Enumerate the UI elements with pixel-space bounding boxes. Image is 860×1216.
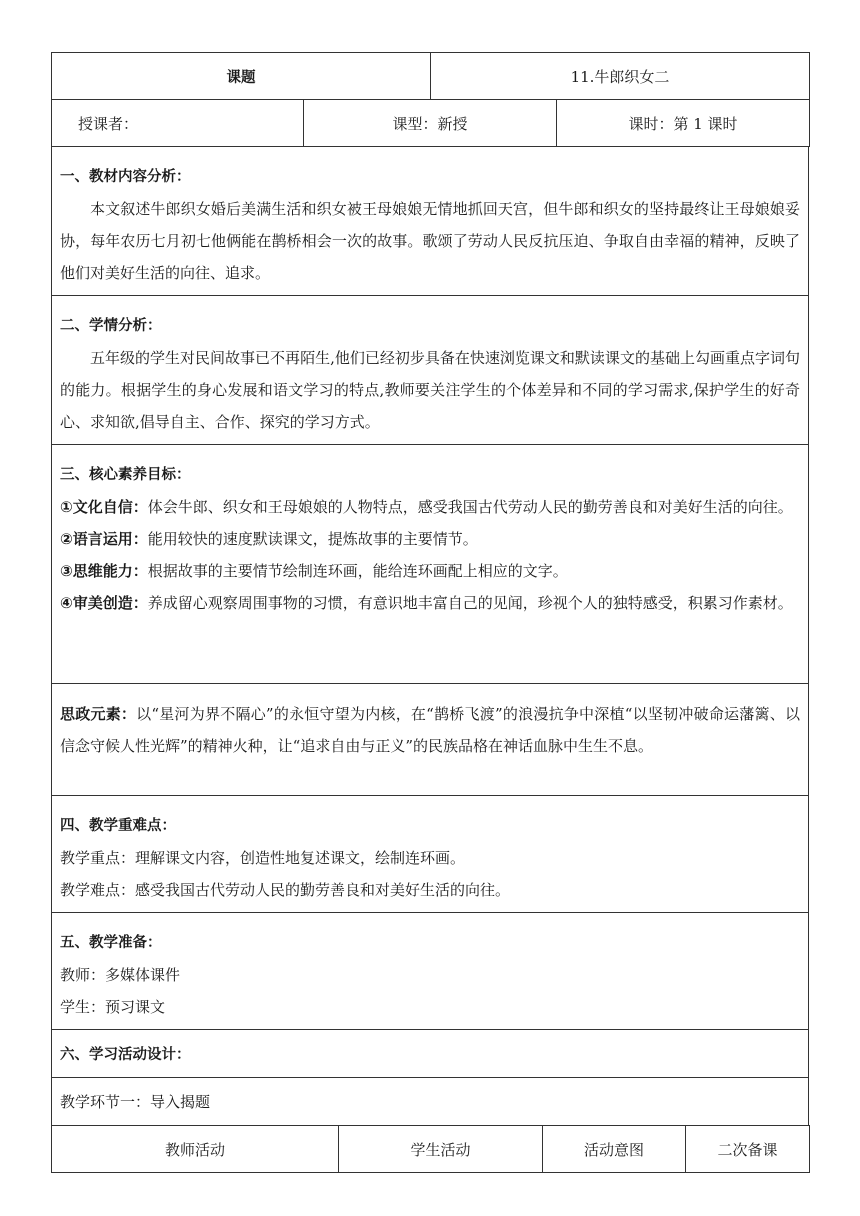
goal-label: ④审美创造： — [60, 594, 148, 612]
ideology-body: 以“星河为界不隔心”的永恒守望为内核，在“鹊桥飞渡”的浪漫抗争中深植“以坚韧冲破命运藩篱、以信念守候人性光辉”的精神火种，让“追求自由与正义”的民族品格在神话血脉中生生不息。 — [60, 705, 800, 755]
section-text: 本文叙述牛郎织女婚后美满生活和织女被王母娘娘无情地抓回天宫，但牛郎和织女的坚持最终让王母娘娘妥协，每年农历七月初七他俩能在鹊桥相会一次的故事。歌颂了劳动人民反抗压迫、争取自由幸福的精神，反映了他们对美好生活的向往、追求。 — [60, 200, 800, 282]
col-activity-intent: 活动意图 — [543, 1126, 686, 1173]
section-title: 五、教学准备： — [60, 935, 162, 951]
goal-text: 根据故事的主要情节绘制连环画，能给连环画配上相应的文字。 — [147, 562, 568, 580]
goal-label: ②语言运用： — [60, 530, 148, 548]
key-point: 教学重点：理解课文内容，创造性地复述课文，绘制连环画。 — [60, 849, 466, 867]
goal-label: ③思维能力： — [60, 562, 148, 580]
lesson-plan-document — [51, 52, 809, 1173]
goal-item — [60, 587, 800, 619]
teaching-step-1: 教学环节一：导入揭题 — [52, 1078, 809, 1126]
section-title: 三、核心素养目标： — [60, 467, 191, 483]
topic-value: 11.牛郎织女二 — [431, 53, 810, 100]
section-ideology — [52, 684, 809, 796]
ideology-text — [60, 698, 800, 762]
section-title: 二、学情分析： — [60, 318, 162, 334]
topic-label: 课题 — [52, 53, 431, 100]
section-student-analysis — [52, 296, 809, 445]
lesson-meta-table — [51, 99, 810, 147]
goal-item — [60, 491, 800, 523]
goal-item — [60, 555, 800, 587]
col-student-activity: 学生活动 — [339, 1126, 543, 1173]
student-prep: 学生：预习课文 — [60, 998, 166, 1016]
goal-label: ①文化自信： — [60, 498, 148, 516]
col-second-prep: 二次备课 — [686, 1126, 810, 1173]
section-preparation — [52, 913, 809, 1030]
activity-header-table — [51, 1125, 810, 1173]
ideology-label: 思政元素： — [60, 705, 137, 723]
goal-item — [60, 523, 800, 555]
difficult-point: 教学难点：感受我国古代劳动人民的勤劳善良和对美好生活的向往。 — [60, 881, 511, 899]
section-title: 四、教学重难点： — [60, 818, 176, 834]
section-activity-design: 六、学习活动设计： — [52, 1030, 809, 1078]
content-table — [51, 146, 809, 1126]
goal-text: 体会牛郎、织女和王母娘娘的人物特点，感受我国古代劳动人民的勤劳善良和对美好生活的向往。 — [147, 498, 793, 516]
lesson-period: 课时：第 1 课时 — [557, 100, 810, 147]
lesson-type: 课型：新授 — [304, 100, 557, 147]
lesson-header-table — [51, 52, 810, 100]
section-title: 一、教材内容分析： — [60, 169, 191, 185]
col-teacher-activity: 教师活动 — [52, 1126, 339, 1173]
section-material-analysis — [52, 147, 809, 296]
teacher-prep: 教师：多媒体课件 — [60, 966, 181, 984]
goal-text: 能用较快的速度默读课文，提炼故事的主要情节。 — [147, 530, 478, 548]
teacher-label: 授课者： — [52, 100, 304, 147]
section-text: 五年级的学生对民间故事已不再陌生,他们已经初步具备在快速浏览课文和默读课文的基础上勾画重点字词句的能力。根据学生的身心发展和语文学习的特点,教师要关注学生的个体差异和不同的学习需求,保护学生的好奇心、求知欲,倡导自主、合作、探究的学习方式。 — [60, 349, 800, 431]
goal-text: 养成留心观察周围事物的习惯，有意识地丰富自己的见闻，珍视个人的独特感受，积累习作素材。 — [147, 594, 793, 612]
section-key-points — [52, 796, 809, 913]
section-core-goals — [52, 445, 809, 684]
